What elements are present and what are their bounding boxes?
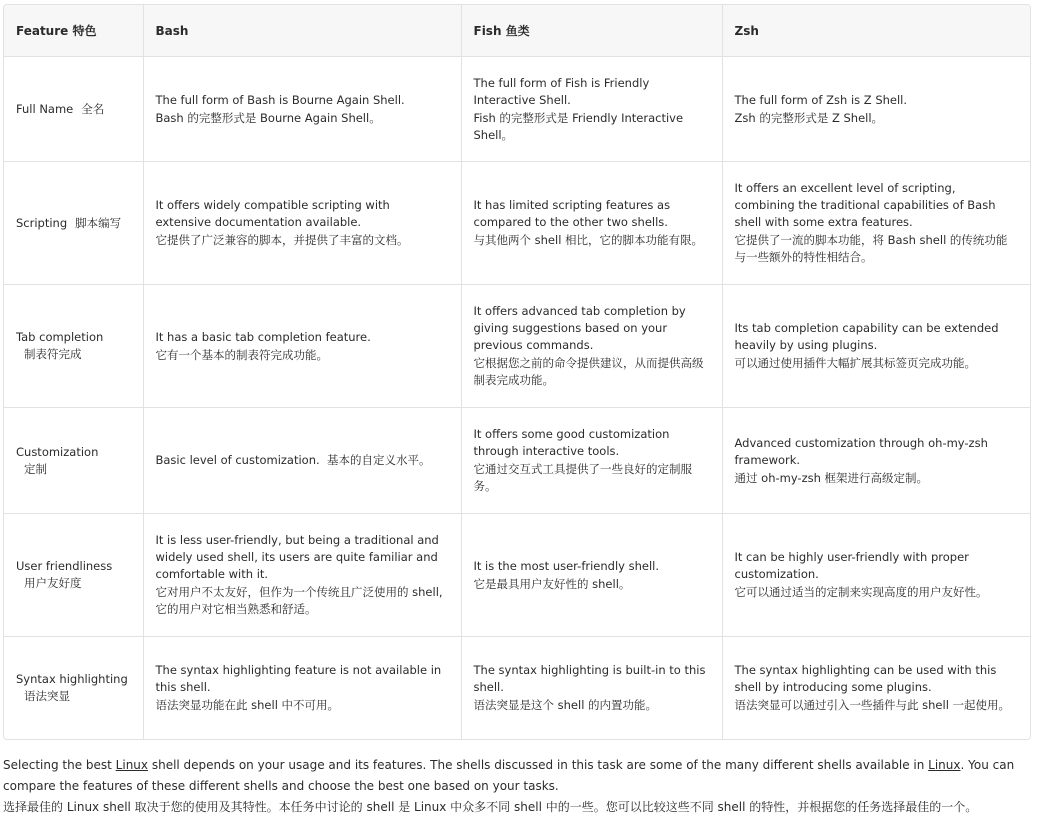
feature-label-zh: 脚本编写	[75, 215, 122, 230]
feature-label-zh: 制表符完成	[24, 347, 82, 361]
header-zsh: Zsh	[722, 5, 1030, 57]
linux-link[interactable]: Linux	[115, 758, 149, 772]
feature-cell	[4, 57, 143, 162]
summary-text: . You can compare the features of these different shells and choose the best one based on your tasks.	[3, 758, 1015, 793]
fish-text-en: The syntax highlighting is built-in to this shell.	[473, 663, 706, 694]
fish-text-zh: 它通过交互式工具提供了一些良好的定制服务。	[473, 462, 692, 493]
feature-cell	[4, 637, 143, 740]
shell-comparison-table	[3, 4, 1031, 740]
fish-text-zh: Fish 的完整形式是 Friendly Interactive Shell。	[473, 110, 684, 142]
feature-label-zh: 全名	[81, 101, 105, 116]
header-bash: Bash	[143, 5, 461, 57]
fish-cell	[461, 162, 722, 285]
feature-cell	[4, 514, 143, 637]
fish-text-zh: 它根据您之前的命令提供建议，从而提供高级制表完成功能。	[473, 356, 704, 387]
summary-text: shell depends on your usage and its features. The shells discussed in this task are some of the many different shells available in	[148, 758, 929, 772]
summary-paragraph-zh: 选择最佳的 Linux shell 取决于您的使用及其特性。本任务中讨论的 shell 是 Linux 中众多不同 shell 中的一些。您可以比较这些不同 shell 的特性，并根据您的任务选择最佳的一个。	[3, 800, 978, 814]
feature-label-en: Customization	[16, 444, 99, 459]
bash-cell	[143, 57, 461, 162]
zsh-cell	[722, 57, 1030, 162]
bash-text-en: It has a basic tab completion feature.	[155, 329, 371, 344]
bash-cell	[143, 637, 461, 740]
table-row	[4, 285, 1030, 408]
table-row	[4, 162, 1030, 285]
feature-label-en: Scripting	[16, 215, 68, 230]
bash-text-zh: Bash 的完整形式是 Bourne Again Shell。	[155, 110, 381, 125]
feature-cell	[4, 408, 143, 514]
table-row	[4, 408, 1030, 514]
bash-text-zh: 语法突显功能在此 shell 中不可用。	[155, 698, 340, 712]
zsh-text-en: It can be highly user-friendly with proper customization.	[734, 550, 969, 581]
zsh-text-en: The syntax highlighting can be used with this shell by introducing some plugins.	[734, 663, 997, 694]
fish-cell	[461, 637, 722, 740]
fish-text-zh: 与其他两个 shell 相比，它的脚本功能有限。	[473, 233, 704, 247]
table-header-row	[4, 5, 1030, 57]
zsh-text-en: The full form of Zsh is Z Shell.	[734, 92, 908, 107]
feature-cell	[4, 162, 143, 285]
summary-paragraph-en	[3, 755, 1033, 797]
summary-text: Selecting the best	[3, 758, 116, 772]
bash-text-en: It offers widely compatible scripting with extensive documentation available.	[155, 198, 390, 229]
bash-text-en: The full form of Bash is Bourne Again Shell.	[155, 92, 405, 107]
bash-text-zh: 它提供了广泛兼容的脚本，并提供了丰富的文档。	[155, 233, 409, 247]
zsh-text-zh: 通过 oh-my-zsh 框架进行高级定制。	[734, 470, 929, 485]
fish-cell	[461, 514, 722, 637]
bash-cell	[143, 514, 461, 637]
fish-text-en: It offers advanced tab completion by giving suggestions based on your previous commands.	[473, 304, 686, 352]
feature-label-en: Syntax highlighting	[16, 672, 128, 686]
zsh-text-en: Advanced customization through oh-my-zsh framework.	[734, 435, 988, 467]
zsh-cell	[722, 514, 1030, 637]
feature-label-en: Tab completion	[16, 330, 104, 344]
feature-label-zh: 语法突显	[24, 689, 70, 703]
feature-label-en: User friendliness	[16, 559, 113, 573]
zsh-cell	[722, 162, 1030, 285]
feature-label-zh: 用户友好度	[24, 576, 82, 590]
table-row	[4, 514, 1030, 637]
fish-text-zh: 它是最具用户友好性的 shell。	[473, 576, 631, 591]
bash-text-en: It is less user-friendly, but being a traditional and widely used shell, its users are quite familiar and comfortable with it.	[155, 533, 439, 581]
bash-cell	[143, 408, 461, 514]
table-row	[4, 57, 1030, 162]
zsh-text-zh: 可以通过使用插件大幅扩展其标签页完成功能。	[734, 356, 976, 370]
zsh-text-zh: 它提供了一流的脚本功能，将 Bash shell 的传统功能与一些额外的特性相结合。	[734, 233, 1008, 264]
fish-text-en: It has limited scripting features as compared to the other two shells.	[473, 198, 671, 229]
fish-text-zh: 语法突显是这个 shell 的内置功能。	[473, 698, 658, 712]
zsh-text-zh: Zsh 的完整形式是 Z Shell。	[734, 110, 884, 125]
fish-text-en: The full form of Fish is Friendly Interactive Shell.	[473, 75, 650, 107]
summary-paragraphs	[3, 755, 1033, 817]
fish-text-en: It is the most user-friendly shell.	[473, 558, 660, 573]
bash-text-zh: 它对用户不太友好，但作为一个传统且广泛使用的 shell, 它的用户对它相当熟悉和舒适。	[155, 585, 443, 616]
linux-link[interactable]: Linux	[928, 758, 961, 772]
header-fish: Fish 鱼类	[461, 5, 722, 57]
zsh-text-zh: 它可以通过适当的定制来实现高度的用户友好性。	[734, 585, 988, 599]
zsh-cell	[722, 285, 1030, 408]
feature-label-en: Full Name	[16, 101, 74, 116]
zsh-text-en: It offers an excellent level of scripting, combining the traditional capabilities of Bash shell with some extra features.	[734, 181, 996, 229]
bash-text-en: Basic level of customization.	[155, 453, 320, 467]
bash-cell	[143, 162, 461, 285]
feature-cell	[4, 285, 143, 408]
bash-text-en: The syntax highlighting feature is not available in this shell.	[155, 663, 442, 694]
bash-cell	[143, 285, 461, 408]
fish-cell	[461, 408, 722, 514]
zsh-text-zh: 语法突显可以通过引入一些插件与此 shell 一起使用。	[734, 698, 1011, 712]
fish-cell	[461, 285, 722, 408]
zsh-cell	[722, 637, 1030, 740]
bash-text-zh: 它有一个基本的制表符完成功能。	[155, 347, 328, 362]
fish-cell	[461, 57, 722, 162]
zsh-cell	[722, 408, 1030, 514]
bash-text-zh: 基本的自定义水平。	[326, 453, 431, 467]
zsh-text-en: Its tab completion capability can be extended heavily by using plugins.	[734, 321, 999, 352]
feature-label-zh: 定制	[24, 461, 47, 476]
table-row	[4, 637, 1030, 740]
fish-text-en: It offers some good customization through interactive tools.	[473, 427, 670, 458]
header-feature: Feature 特色	[4, 5, 143, 57]
